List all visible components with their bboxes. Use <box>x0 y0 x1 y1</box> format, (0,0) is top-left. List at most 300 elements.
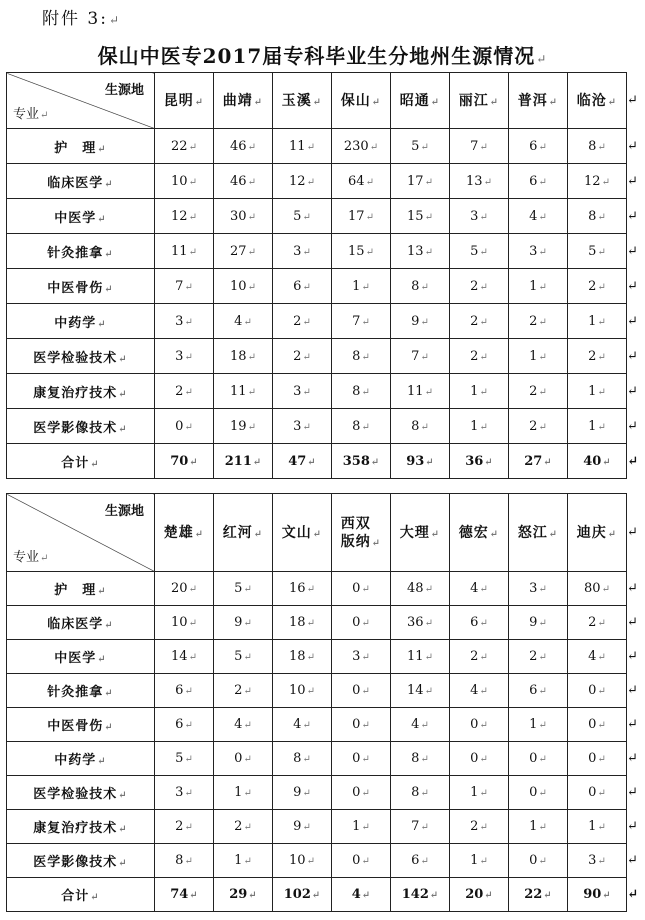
count-cell <box>391 674 450 708</box>
region-header <box>155 494 214 572</box>
count-cell <box>214 640 273 674</box>
count-cell <box>214 164 273 199</box>
return-mark-icon: ↵ <box>365 246 374 258</box>
count-cell <box>391 234 450 269</box>
count-cell <box>273 304 332 339</box>
region-header <box>568 73 627 129</box>
count-cell-text: 10 <box>171 615 188 630</box>
major-name-text: 临床医学 <box>47 617 104 632</box>
count-cell-text: 8 <box>293 751 302 766</box>
count-cell <box>509 409 568 444</box>
return-mark-icon: ↵ <box>306 618 315 629</box>
return-mark-icon: ↵ <box>312 528 323 540</box>
count-cell <box>509 164 568 199</box>
return-mark-icon: ↵ <box>189 456 198 468</box>
return-mark-icon: ↵ <box>479 386 488 398</box>
major-name <box>7 339 155 374</box>
count-cell-text: 15 <box>348 243 365 259</box>
count-cell <box>450 640 509 674</box>
return-mark-icon: ↵ <box>489 528 500 540</box>
count-cell-text: 3 <box>175 313 184 329</box>
major-name <box>7 572 155 606</box>
major-name <box>7 674 155 708</box>
count-cell-text: 0 <box>352 683 361 698</box>
count-cell-text: 0 <box>352 785 361 800</box>
table-row <box>7 640 639 674</box>
major-name-text: 医学检验技术 <box>33 350 118 366</box>
return-mark-icon: ↵ <box>243 686 252 697</box>
return-mark-icon: ↵ <box>302 720 311 731</box>
return-mark-icon: ↵ <box>369 141 379 153</box>
count-cell <box>450 844 509 878</box>
count-cell <box>509 640 568 674</box>
major-name-text: 针灸推拿 <box>47 685 104 700</box>
total-cell-text: 27 <box>524 453 543 469</box>
return-mark-icon: ↵ <box>253 528 264 540</box>
count-cell-text: 1 <box>234 785 243 800</box>
count-cell <box>155 269 214 304</box>
count-cell-text: 1 <box>234 853 243 868</box>
count-cell-text: 64 <box>348 173 365 189</box>
return-mark-icon: ↵ <box>538 856 547 867</box>
total-cell-text: 29 <box>229 887 248 902</box>
return-mark-icon: ↵ <box>420 720 429 731</box>
total-row <box>7 444 639 479</box>
major-name-text: 中医骨伤 <box>47 280 104 296</box>
return-mark-icon: ↵ <box>597 720 606 731</box>
count-cell <box>509 606 568 640</box>
count-cell-text: 2 <box>293 348 302 364</box>
row-end-marker: ↵ <box>627 751 638 766</box>
count-cell <box>450 572 509 606</box>
count-cell <box>509 572 568 606</box>
count-cell-text: 6 <box>470 615 479 630</box>
total-cell-text: 211 <box>224 453 252 469</box>
corner-major-text: 专业 <box>13 107 40 122</box>
count-cell <box>332 776 391 810</box>
total-cell <box>273 878 332 912</box>
count-cell <box>214 572 273 606</box>
return-mark-icon: ↵ <box>302 822 311 833</box>
total-cell-text: 70 <box>170 453 189 469</box>
count-cell <box>214 606 273 640</box>
count-cell <box>568 164 627 199</box>
return-mark-icon: ↵ <box>247 421 256 433</box>
count-cell <box>155 674 214 708</box>
count-cell-text: 2 <box>529 418 538 434</box>
return-mark-icon: ↵ <box>371 537 382 549</box>
return-mark-icon: ↵ <box>302 351 311 363</box>
return-mark-icon: ↵ <box>607 96 618 108</box>
count-cell-text: 18 <box>289 649 306 664</box>
count-cell-text: 0 <box>588 751 597 766</box>
count-cell-text: 15 <box>407 208 424 224</box>
count-cell <box>155 606 214 640</box>
return-mark-icon: ↵ <box>184 386 193 398</box>
count-cell-text: 46 <box>230 173 247 189</box>
major-name <box>7 810 155 844</box>
count-cell-text: 0 <box>352 853 361 868</box>
return-mark-icon: ↵ <box>302 421 311 433</box>
return-mark-icon: ↵ <box>424 176 433 188</box>
return-mark-icon: ↵ <box>361 652 370 663</box>
header-row <box>7 73 639 129</box>
return-mark-icon: ↵ <box>365 211 374 223</box>
major-name-text: 护 理 <box>54 140 97 156</box>
row-end-marker: ↵ <box>627 581 638 596</box>
count-cell-text: 1 <box>470 383 479 399</box>
return-mark-icon: ↵ <box>118 824 128 835</box>
major-name-text: 康复治疗技术 <box>33 385 118 401</box>
return-mark-icon: ↵ <box>543 890 552 901</box>
attachment-label: 附件 3:↵ <box>42 9 122 29</box>
count-cell <box>450 304 509 339</box>
return-mark-icon: ↵ <box>97 654 107 665</box>
region-name: 怒江 <box>517 524 548 541</box>
return-mark-icon: ↵ <box>247 141 256 153</box>
count-cell-text: 2 <box>529 383 538 399</box>
corner-region-label: 生源地 <box>104 504 144 519</box>
region-name: 保山 <box>340 92 371 109</box>
count-cell-text: 48 <box>407 581 424 596</box>
return-mark-icon: ↵ <box>90 458 100 470</box>
corner-major-text: 专业 <box>13 550 40 565</box>
count-cell <box>155 164 214 199</box>
count-cell <box>332 304 391 339</box>
region-header <box>332 494 391 572</box>
return-mark-icon: ↵ <box>361 822 370 833</box>
count-cell-text: 0 <box>470 751 479 766</box>
return-mark-icon: ↵ <box>424 618 433 629</box>
return-mark-icon: ↵ <box>104 283 114 295</box>
count-cell-text: 17 <box>348 208 365 224</box>
count-cell-text: 4 <box>529 208 538 224</box>
count-cell <box>568 199 627 234</box>
count-cell <box>391 708 450 742</box>
region-header <box>568 494 627 572</box>
table-row <box>7 674 639 708</box>
count-cell-text: 14 <box>407 683 424 698</box>
major-name-text: 中药学 <box>54 315 97 331</box>
count-cell-text: 7 <box>352 313 361 329</box>
count-cell <box>155 708 214 742</box>
return-mark-icon: ↵ <box>306 584 315 595</box>
table-row <box>7 810 639 844</box>
return-mark-icon: ↵ <box>247 246 256 258</box>
count-cell-text: 3 <box>352 649 361 664</box>
return-mark-icon: ↵ <box>597 788 606 799</box>
count-cell <box>214 844 273 878</box>
corner-major-label <box>13 103 48 122</box>
count-cell-text: 1 <box>588 418 597 434</box>
return-mark-icon: ↵ <box>184 421 193 433</box>
return-mark-icon: ↵ <box>538 754 547 765</box>
return-mark-icon: ↵ <box>538 141 547 153</box>
count-cell-text: 5 <box>411 138 420 154</box>
count-cell <box>332 164 391 199</box>
return-mark-icon: ↵ <box>184 316 193 328</box>
return-mark-icon: ↵ <box>424 584 433 595</box>
return-mark-icon: ↵ <box>371 96 382 108</box>
header-row <box>7 494 639 572</box>
return-mark-icon: ↵ <box>597 754 606 765</box>
return-mark-icon: ↵ <box>118 790 128 801</box>
count-cell-text: 1 <box>529 819 538 834</box>
count-cell <box>568 708 627 742</box>
row-end-marker: ↵ <box>627 785 638 800</box>
return-mark-icon: ↵ <box>302 386 311 398</box>
count-cell <box>568 304 627 339</box>
row-end-marker: ↵ <box>627 418 638 434</box>
major-name-text: 中医骨伤 <box>47 719 104 734</box>
count-cell-text: 13 <box>407 243 424 259</box>
return-mark-icon: ↵ <box>104 178 114 190</box>
return-mark-icon: ↵ <box>370 456 380 468</box>
return-mark-icon: ↵ <box>601 584 610 595</box>
count-cell <box>391 199 450 234</box>
count-cell-text: 9 <box>234 615 243 630</box>
corner-region-label: 生源地 <box>104 83 144 98</box>
count-cell-text: 11 <box>171 243 188 259</box>
count-cell-text: 10 <box>171 173 188 189</box>
count-cell <box>391 269 450 304</box>
count-cell <box>155 810 214 844</box>
return-mark-icon: ↵ <box>597 211 606 223</box>
count-cell-text: 1 <box>588 313 597 329</box>
count-cell-text: 18 <box>289 615 306 630</box>
count-cell-text: 4 <box>470 581 479 596</box>
count-cell-text: 0 <box>234 751 243 766</box>
corner-major-label <box>13 546 48 565</box>
return-mark-icon: ↵ <box>597 386 606 398</box>
major-name <box>7 844 155 878</box>
count-cell <box>155 304 214 339</box>
table-row <box>7 844 639 878</box>
return-mark-icon: ↵ <box>194 96 205 108</box>
count-cell <box>273 234 332 269</box>
total-cell-text: 74 <box>170 887 189 902</box>
total-cell-text: 358 <box>342 453 370 469</box>
count-cell-text: 9 <box>293 785 302 800</box>
count-cell-text: 8 <box>352 383 361 399</box>
count-cell-text: 2 <box>588 278 597 294</box>
total-cell <box>450 444 509 479</box>
return-mark-icon: ↵ <box>253 96 264 108</box>
return-mark-icon: ↵ <box>538 351 547 363</box>
count-cell-text: 0 <box>175 418 184 434</box>
count-cell-text: 1 <box>529 278 538 294</box>
return-mark-icon: ↵ <box>420 316 429 328</box>
return-mark-icon: ↵ <box>479 281 488 293</box>
return-mark-icon: ↵ <box>538 176 547 188</box>
return-mark-icon: ↵ <box>247 351 256 363</box>
count-cell-text: 1 <box>470 853 479 868</box>
row-end-marker: ↵ <box>627 348 638 364</box>
count-cell <box>509 129 568 164</box>
count-cell-text: 1 <box>529 348 538 364</box>
return-mark-icon: ↵ <box>548 96 559 108</box>
count-cell <box>155 234 214 269</box>
region-header <box>450 73 509 129</box>
count-cell-text: 3 <box>175 348 184 364</box>
return-mark-icon: ↵ <box>188 176 197 188</box>
count-cell <box>214 810 273 844</box>
major-name-text: 医学影像技术 <box>33 420 118 436</box>
return-mark-icon: ↵ <box>420 141 429 153</box>
return-mark-icon: ↵ <box>430 96 441 108</box>
total-cell <box>391 878 450 912</box>
count-cell-text: 8 <box>352 348 361 364</box>
total-label <box>7 444 155 479</box>
return-mark-icon: ↵ <box>479 211 488 223</box>
count-cell <box>450 234 509 269</box>
count-cell-text: 8 <box>352 418 361 434</box>
total-cell <box>509 444 568 479</box>
count-cell <box>332 606 391 640</box>
count-cell-text: 0 <box>529 785 538 800</box>
table-row <box>7 572 639 606</box>
return-mark-icon: ↵ <box>184 686 193 697</box>
count-cell-text: 8 <box>411 785 420 800</box>
total-cell <box>214 878 273 912</box>
count-cell <box>391 606 450 640</box>
return-mark-icon: ↵ <box>311 890 321 901</box>
return-mark-icon: ↵ <box>538 584 547 595</box>
total-cell <box>450 878 509 912</box>
count-cell-text: 2 <box>529 649 538 664</box>
count-cell-text: 22 <box>171 138 188 154</box>
count-cell <box>332 674 391 708</box>
major-name <box>7 234 155 269</box>
count-cell <box>214 374 273 409</box>
return-mark-icon: ↵ <box>118 423 128 435</box>
major-name-text: 中药学 <box>54 753 97 768</box>
count-cell <box>568 606 627 640</box>
major-name-text: 中医学 <box>54 651 97 666</box>
row-end-marker: ↵ <box>627 313 638 329</box>
count-cell <box>509 374 568 409</box>
count-cell <box>391 844 450 878</box>
count-cell <box>155 572 214 606</box>
return-mark-icon: ↵ <box>429 890 439 901</box>
major-name-text: 医学检验技术 <box>33 787 118 802</box>
return-mark-icon: ↵ <box>243 584 252 595</box>
count-cell <box>509 269 568 304</box>
return-mark-icon: ↵ <box>188 211 197 223</box>
count-cell <box>214 129 273 164</box>
count-cell <box>214 269 273 304</box>
source-table-1 <box>6 72 639 479</box>
return-mark-icon: ↵ <box>420 351 429 363</box>
return-mark-icon: ↵ <box>420 754 429 765</box>
count-cell <box>155 409 214 444</box>
return-mark-icon: ↵ <box>479 351 488 363</box>
return-mark-icon: ↵ <box>361 618 370 629</box>
total-label-text: 合计 <box>61 889 90 904</box>
total-cell-text: 22 <box>524 887 543 902</box>
table-row <box>7 199 639 234</box>
count-cell-text: 5 <box>234 649 243 664</box>
table-row <box>7 606 639 640</box>
total-cell <box>332 878 391 912</box>
count-cell-text: 5 <box>293 208 302 224</box>
return-mark-icon: ↵ <box>184 754 193 765</box>
count-cell-text: 4 <box>411 717 420 732</box>
row-end-marker: ↵ <box>627 649 638 664</box>
total-cell-text: 36 <box>465 453 484 469</box>
count-cell <box>509 199 568 234</box>
region-header <box>273 494 332 572</box>
return-mark-icon: ↵ <box>597 686 606 697</box>
return-mark-icon: ↵ <box>602 456 611 468</box>
total-row <box>7 878 639 912</box>
count-cell-text: 8 <box>175 853 184 868</box>
return-mark-icon: ↵ <box>188 652 197 663</box>
return-mark-icon: ↵ <box>361 386 370 398</box>
total-label-text: 合计 <box>61 455 90 471</box>
return-mark-icon: ↵ <box>361 754 370 765</box>
major-name <box>7 606 155 640</box>
count-cell <box>509 304 568 339</box>
total-cell-text: 102 <box>283 887 311 902</box>
count-cell <box>214 708 273 742</box>
region-name: 昭通 <box>399 92 430 109</box>
return-mark-icon: ↵ <box>361 720 370 731</box>
return-mark-icon: ↵ <box>597 618 606 629</box>
region-name: 迪庆 <box>576 524 607 541</box>
count-cell-text: 0 <box>588 785 597 800</box>
count-cell-text: 18 <box>230 348 247 364</box>
count-cell-text: 11 <box>289 138 306 154</box>
return-mark-icon: ↵ <box>188 618 197 629</box>
return-mark-icon: ↵ <box>247 281 256 293</box>
count-cell <box>273 164 332 199</box>
count-cell <box>332 269 391 304</box>
count-cell <box>155 776 214 810</box>
return-mark-icon: ↵ <box>306 652 315 663</box>
count-cell-text: 8 <box>588 208 597 224</box>
table-row <box>7 708 639 742</box>
count-cell <box>509 674 568 708</box>
return-mark-icon: ↵ <box>194 528 205 540</box>
return-mark-icon: ↵ <box>479 720 488 731</box>
count-cell <box>155 844 214 878</box>
row-end-marker: ↵ <box>627 208 638 224</box>
count-cell <box>509 742 568 776</box>
total-cell <box>155 444 214 479</box>
count-cell <box>155 640 214 674</box>
count-cell <box>273 199 332 234</box>
row-end-marker: ↵ <box>627 93 638 108</box>
return-mark-icon: ↵ <box>247 211 256 223</box>
count-cell <box>332 572 391 606</box>
count-cell <box>273 339 332 374</box>
return-mark-icon: ↵ <box>243 618 252 629</box>
count-cell <box>332 234 391 269</box>
return-mark-icon: ↵ <box>302 754 311 765</box>
count-cell <box>332 810 391 844</box>
return-mark-icon: ↵ <box>184 281 193 293</box>
return-mark-icon: ↵ <box>543 456 552 468</box>
table-row <box>7 374 639 409</box>
major-name-text: 护 理 <box>54 583 97 598</box>
total-cell <box>273 444 332 479</box>
count-cell-text: 5 <box>234 581 243 596</box>
count-cell-text: 2 <box>529 313 538 329</box>
major-name <box>7 199 155 234</box>
return-mark-icon: ↵ <box>484 456 493 468</box>
total-cell <box>214 444 273 479</box>
